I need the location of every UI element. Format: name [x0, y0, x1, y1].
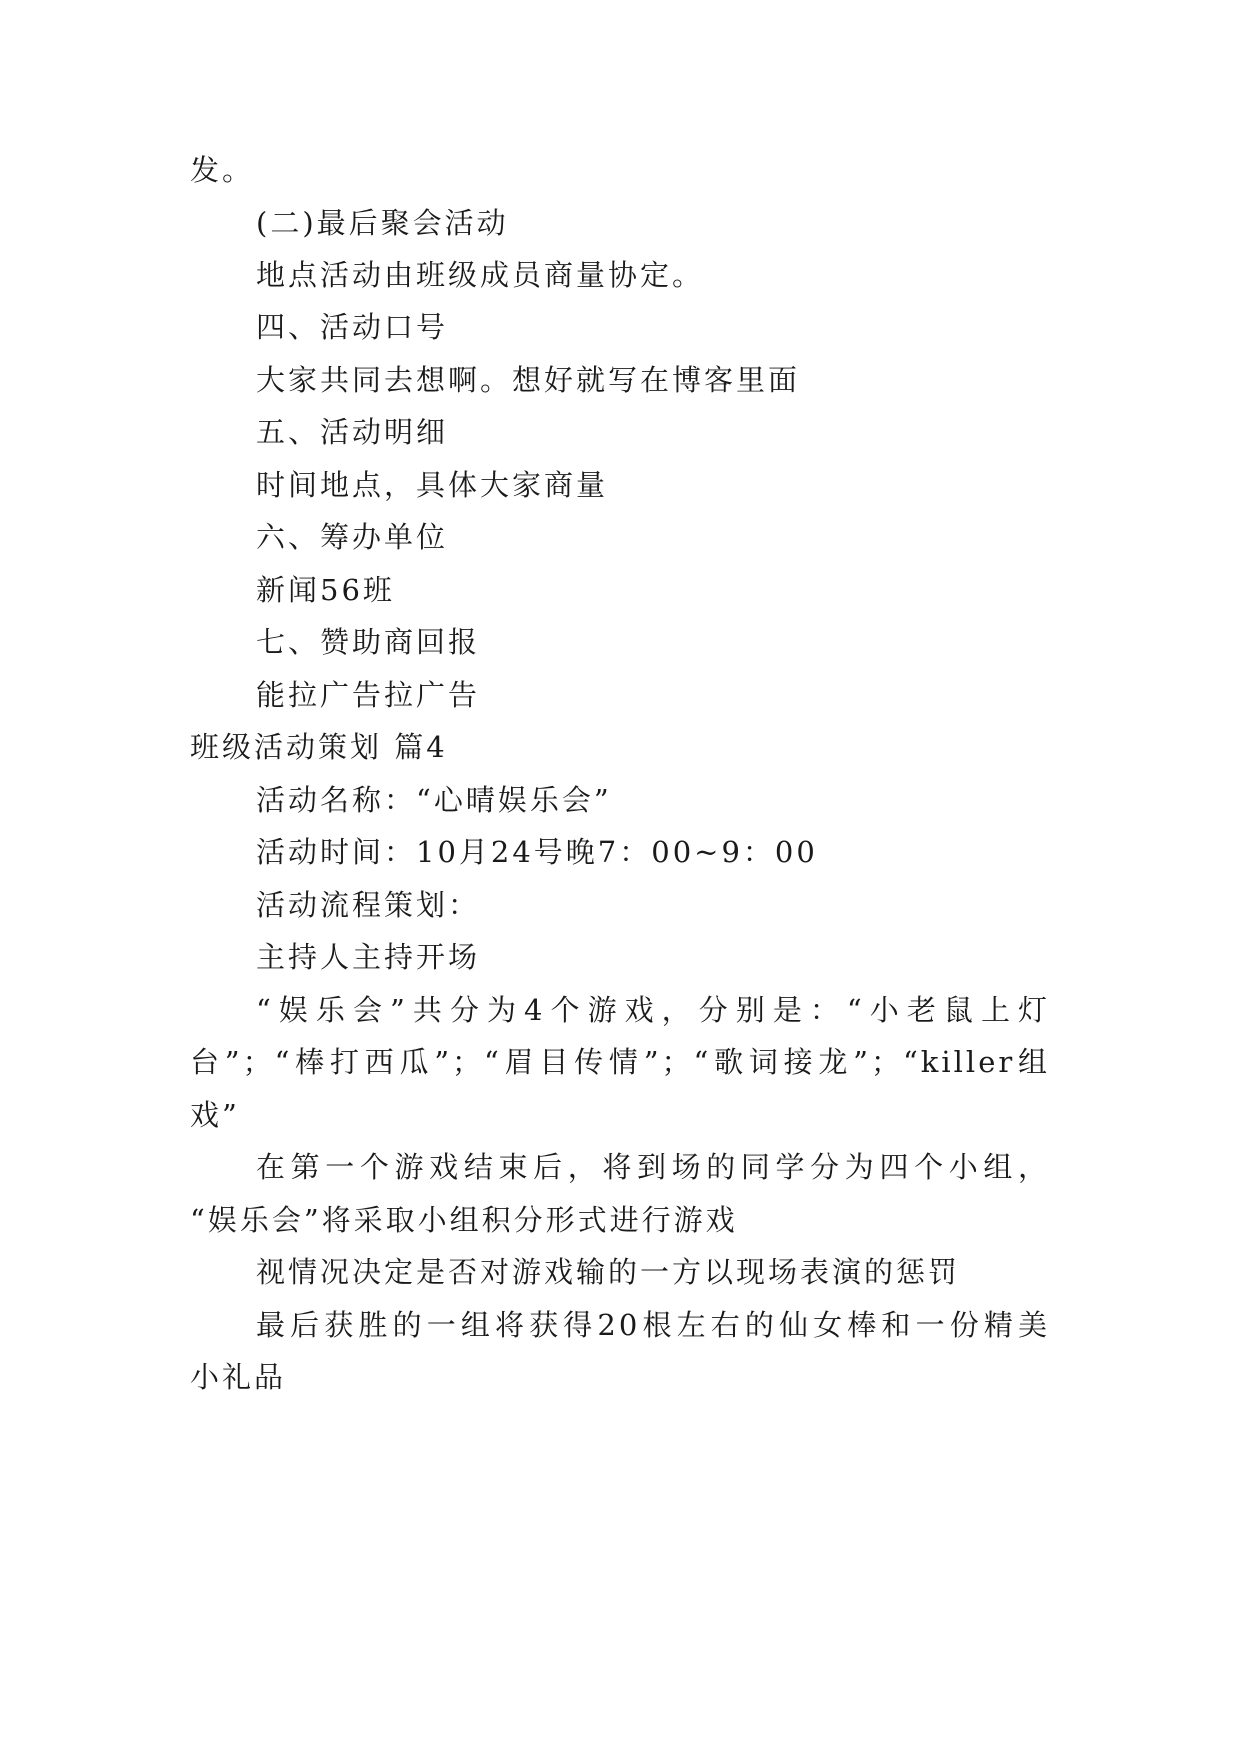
- text-line: 活动流程策划：: [256, 888, 481, 922]
- section-heading: 七、赞助商回报: [256, 625, 481, 659]
- paragraph-line: “娱乐会”将采取小组积分形式进行游戏: [190, 1203, 738, 1237]
- article-title: 班级活动策划 篇4: [190, 730, 448, 764]
- paragraph-line: 在第一个游戏结束后，将到场的同学分为四个小组，: [256, 1150, 1050, 1184]
- text-line: 大家共同去想啊。想好就写在博客里面: [256, 363, 801, 397]
- paragraph-line: 台”；“棒打西瓜”；“眉目传情”；“歌词接龙”；“killer组: [190, 1045, 1050, 1079]
- paragraph-line: 视情况决定是否对游戏输的一方以现场表演的惩罚: [256, 1255, 961, 1289]
- section-heading: (二)最后聚会活动: [256, 206, 509, 240]
- text-line: 能拉广告拉广告: [256, 678, 481, 712]
- text-line: 发。: [190, 153, 255, 187]
- paragraph-line: 小礼品: [190, 1360, 287, 1394]
- text-line: 活动名称：“心晴娱乐会”: [256, 783, 612, 817]
- paragraph-line: 戏”: [190, 1098, 240, 1132]
- text-line: 新闻56班: [256, 573, 395, 607]
- text-line: 活动时间：10月24号晚7：00~9：00: [256, 835, 818, 869]
- section-heading: 五、活动明细: [256, 415, 449, 449]
- text-line: 主持人主持开场: [256, 940, 481, 974]
- section-heading: 六、筹办单位: [256, 520, 449, 554]
- paragraph-line: 最后获胜的一组将获得20根左右的仙女棒和一份精美: [256, 1308, 1050, 1342]
- text-line: 地点活动由班级成员商量协定。: [256, 258, 705, 292]
- paragraph-line: “娱乐会”共分为4个游戏，分别是：“小老鼠上灯: [256, 993, 1050, 1027]
- section-heading: 四、活动口号: [256, 310, 449, 344]
- text-line: 时间地点，具体大家商量: [256, 468, 609, 502]
